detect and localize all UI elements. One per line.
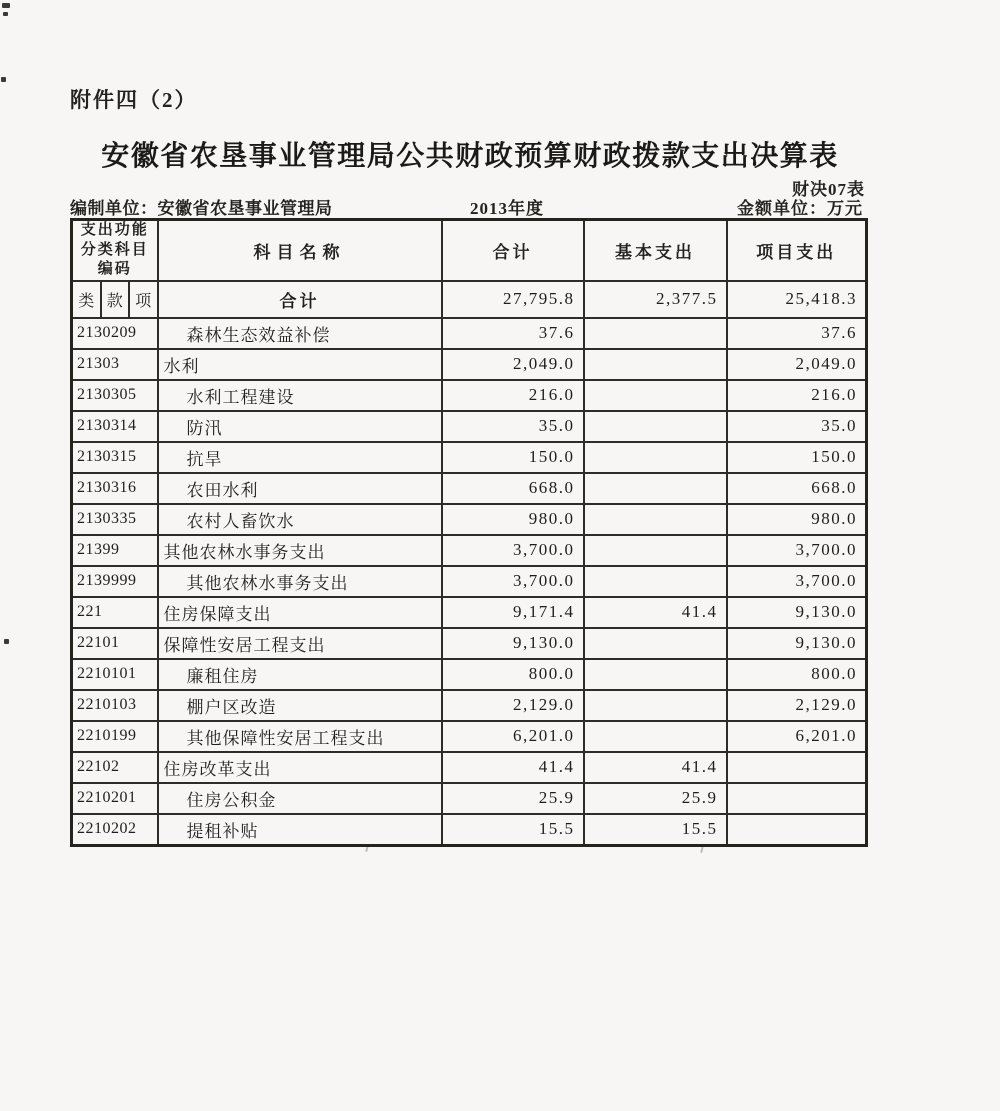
- row-total: 9,130.0: [442, 628, 584, 659]
- row-total: 980.0: [442, 504, 584, 535]
- row-name: 住房公积金: [158, 783, 442, 814]
- code-level-cell: [72, 281, 158, 318]
- row-code: 2130314: [72, 411, 158, 442]
- table-row: [72, 535, 867, 566]
- row-name: 住房保障支出: [158, 597, 442, 628]
- row-total: 3,700.0: [442, 535, 584, 566]
- table-row: [72, 597, 867, 628]
- table-row: [72, 349, 867, 380]
- row-basic: [584, 535, 727, 566]
- row-basic: [584, 473, 727, 504]
- row-basic: [584, 721, 727, 752]
- table-row: [72, 442, 867, 473]
- row-code: 21399: [72, 535, 158, 566]
- table-row: [72, 628, 867, 659]
- prepared-by-label: 编制单位：安徽省农垦事业管理局: [70, 199, 333, 218]
- row-project: 216.0: [727, 380, 867, 411]
- code-level-lei: 类: [73, 282, 102, 317]
- row-total: 41.4: [442, 752, 584, 783]
- table-meta-line: [70, 194, 865, 216]
- table-row: [72, 721, 867, 752]
- row-total: 15.5: [442, 814, 584, 846]
- row-project: 35.0: [727, 411, 867, 442]
- row-basic: [584, 566, 727, 597]
- row-project: 2,049.0: [727, 349, 867, 380]
- row-project: 980.0: [727, 504, 867, 535]
- row-total: 2,049.0: [442, 349, 584, 380]
- scan-speck: [3, 12, 8, 16]
- table-row: [72, 659, 867, 690]
- code-header-line: 支出功能: [80, 222, 149, 238]
- row-project: [727, 752, 867, 783]
- row-code: 22102: [72, 752, 158, 783]
- row-project: 6,201.0: [727, 721, 867, 752]
- row-name: 其他农林水事务支出: [158, 535, 442, 566]
- table-row: [72, 690, 867, 721]
- row-name: 水利工程建设: [158, 380, 442, 411]
- table-row: [72, 380, 867, 411]
- table-row: [72, 814, 867, 846]
- row-name: 其他保障性安居工程支出: [158, 721, 442, 752]
- total-row-name: 合计: [158, 281, 442, 318]
- row-basic: [584, 411, 727, 442]
- table-header-row: [72, 220, 867, 281]
- row-basic: 41.4: [584, 752, 727, 783]
- scan-speck: [2, 3, 10, 8]
- column-header-basic-expenditure: 基本支出: [584, 220, 727, 281]
- row-project: 9,130.0: [727, 628, 867, 659]
- row-name: 农村人畜饮水: [158, 504, 442, 535]
- row-code: 2130316: [72, 473, 158, 504]
- row-code: 21303: [72, 349, 158, 380]
- total-row-basic: 2,377.5: [584, 281, 727, 318]
- row-project: 37.6: [727, 318, 867, 349]
- table-row: [72, 318, 867, 349]
- amount-unit-label: 金额单位：万元: [737, 199, 863, 218]
- row-name: 其他农林水事务支出: [158, 566, 442, 597]
- row-code: 2210201: [72, 783, 158, 814]
- row-name: 森林生态效益补偿: [158, 318, 442, 349]
- row-basic: [584, 349, 727, 380]
- row-name: 农田水利: [158, 473, 442, 504]
- page-title: 安徽省农垦事业管理局公共财政预算财政拨款支出决算表: [101, 141, 839, 172]
- scan-speck: [1, 77, 6, 82]
- expenditure-table: [70, 218, 868, 847]
- row-project: [727, 783, 867, 814]
- row-basic: 41.4: [584, 597, 727, 628]
- row-basic: 25.9: [584, 783, 727, 814]
- code-header-line: 分类科目: [80, 241, 149, 258]
- code-header-line: 编码: [97, 261, 132, 277]
- row-total: 2,129.0: [442, 690, 584, 721]
- row-basic: [584, 380, 727, 411]
- row-basic: [584, 659, 727, 690]
- table-row: [72, 566, 867, 597]
- row-total: 9,171.4: [442, 597, 584, 628]
- column-header-total: 合计: [442, 220, 584, 281]
- row-basic: [584, 690, 727, 721]
- row-code: 2130305: [72, 380, 158, 411]
- code-level-kuan: 款: [102, 282, 131, 317]
- row-name: 住房改革支出: [158, 752, 442, 783]
- total-row-project: 25,418.3: [727, 281, 867, 318]
- row-basic: 15.5: [584, 814, 727, 846]
- scan-speck: [4, 639, 9, 644]
- row-total: 35.0: [442, 411, 584, 442]
- row-code: 22101: [72, 628, 158, 659]
- row-total: 216.0: [442, 380, 584, 411]
- row-total: 150.0: [442, 442, 584, 473]
- row-project: 668.0: [727, 473, 867, 504]
- row-code: 2210103: [72, 690, 158, 721]
- column-header-subject-name: 科目名称: [158, 220, 442, 281]
- row-name: 防汛: [158, 411, 442, 442]
- table-row: [72, 473, 867, 504]
- scan-speck: [700, 846, 704, 853]
- row-code: 2210101: [72, 659, 158, 690]
- column-header-project-expenditure: 项目支出: [727, 220, 867, 281]
- row-name: 棚户区改造: [158, 690, 442, 721]
- row-total: 800.0: [442, 659, 584, 690]
- row-project: 3,700.0: [727, 535, 867, 566]
- form-code-label: 财决07表: [792, 180, 865, 199]
- row-name: 廉租住房: [158, 659, 442, 690]
- row-code: 2130315: [72, 442, 158, 473]
- table-row: [72, 504, 867, 535]
- row-project: 3,700.0: [727, 566, 867, 597]
- row-total: 3,700.0: [442, 566, 584, 597]
- row-project: [727, 814, 867, 846]
- table-total-row: [72, 281, 867, 318]
- row-project: 800.0: [727, 659, 867, 690]
- code-level-xiang: 项: [135, 292, 152, 310]
- row-code: 221: [72, 597, 158, 628]
- fiscal-year-label: 2013年度: [470, 199, 544, 218]
- attachment-label: 附件四（2）: [70, 88, 198, 112]
- row-basic: [584, 318, 727, 349]
- table-row: [72, 783, 867, 814]
- row-code: 2130335: [72, 504, 158, 535]
- row-basic: [584, 442, 727, 473]
- row-name: 保障性安居工程支出: [158, 628, 442, 659]
- row-total: 668.0: [442, 473, 584, 504]
- row-total: 37.6: [442, 318, 584, 349]
- row-basic: [584, 504, 727, 535]
- row-name: 水利: [158, 349, 442, 380]
- row-code: 2210202: [72, 814, 158, 846]
- table-row: [72, 411, 867, 442]
- row-name: 提租补贴: [158, 814, 442, 846]
- column-header-code: [72, 220, 158, 281]
- row-project: 2,129.0: [727, 690, 867, 721]
- row-total: 25.9: [442, 783, 584, 814]
- row-project: 150.0: [727, 442, 867, 473]
- row-basic: [584, 628, 727, 659]
- row-name: 抗旱: [158, 442, 442, 473]
- row-total: 6,201.0: [442, 721, 584, 752]
- row-code: 2139999: [72, 566, 158, 597]
- table-row: [72, 752, 867, 783]
- total-row-total: 27,795.8: [442, 281, 584, 318]
- row-code: 2210199: [72, 721, 158, 752]
- row-project: 9,130.0: [727, 597, 867, 628]
- row-code: 2130209: [72, 318, 158, 349]
